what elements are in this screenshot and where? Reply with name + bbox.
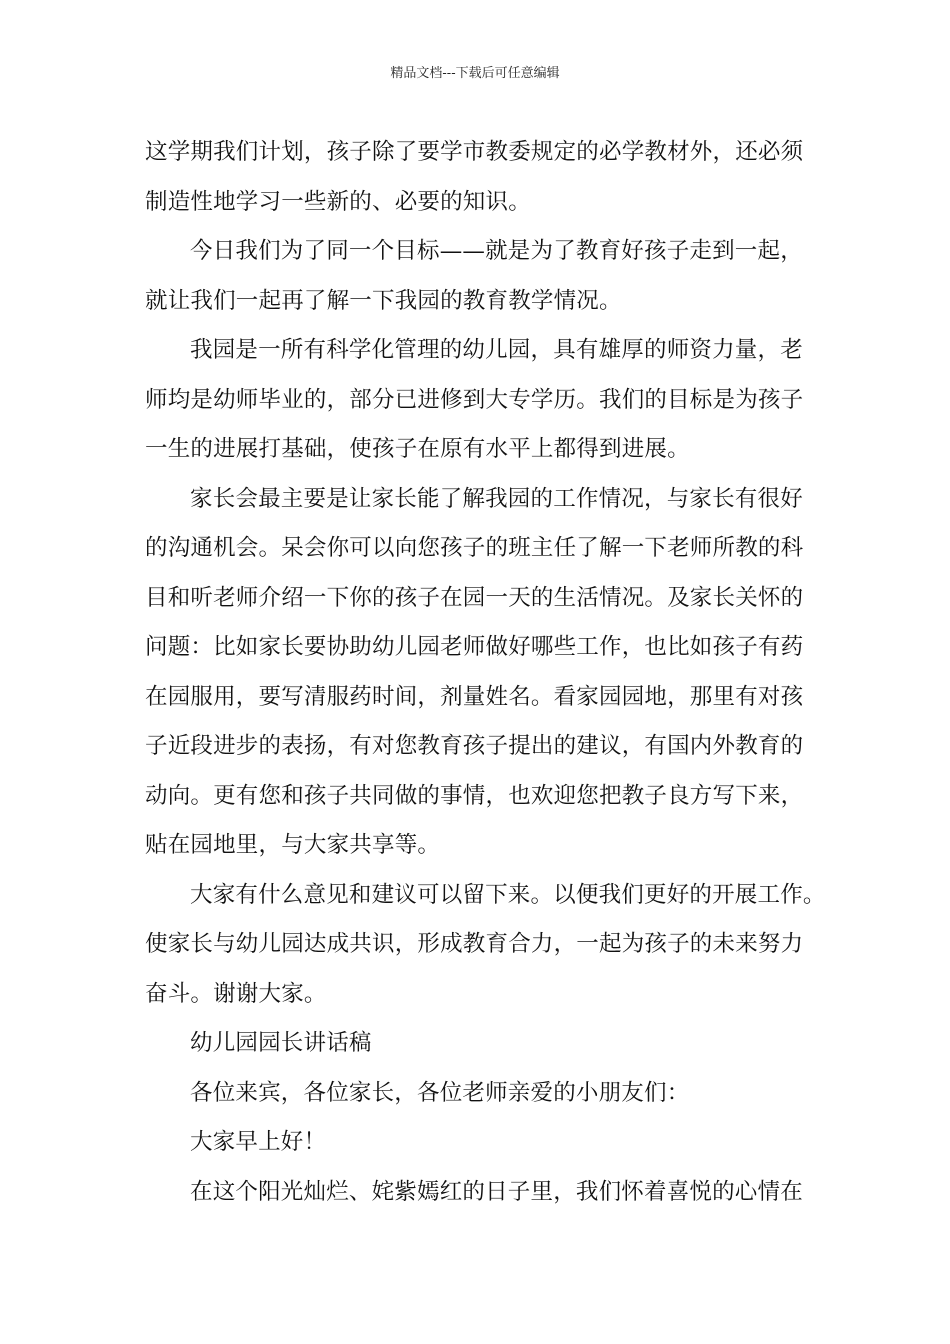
text-line: 制造性地学习一些新的、必要的知识。 bbox=[145, 188, 531, 215]
text-line: 师均是幼师毕业的，部分已进修到大专学历。我们的目标是为孩子 bbox=[145, 386, 804, 413]
text-line: 大家有什么意见和建议可以留下来。以便我们更好的开展工作。 bbox=[190, 881, 826, 908]
text-line: 贴在园地里，与大家共享等。 bbox=[145, 832, 441, 858]
page-header: 精品文档---下载后可任意编辑 bbox=[390, 66, 560, 81]
text-line: 在这个阳光灿烂、姹紫嫣红的日子里，我们怀着喜悦的心情在 bbox=[190, 1178, 803, 1205]
body-text bbox=[145, 128, 826, 1217]
text-line: 这学期我们计划，孩子除了要学市教委规定的必学教材外，还必须 bbox=[145, 139, 804, 165]
text-line: 目和听老师介绍一下你的孩子在园一天的生活情况。及家长关怀的 bbox=[145, 584, 804, 611]
text-line: 一生的进展打基础，使孩子在原有水平上都得到进展。 bbox=[145, 436, 690, 462]
text-line: 问题：比如家长要协助幼儿园老师做好哪些工作，也比如孩子有药 bbox=[145, 634, 804, 660]
text-line: 家长会最主要是让家长能了解我园的工作情况，与家长有很好 bbox=[190, 485, 803, 512]
text-line: 我园是一所有科学化管理的幼儿园，具有雄厚的师资力量，老 bbox=[190, 337, 803, 363]
text-line: 就让我们一起再了解一下我园的教育教学情况。 bbox=[145, 287, 622, 314]
text-line: 动向。更有您和孩子共同做的事情，也欢迎您把教子良方写下来， bbox=[145, 782, 804, 809]
text-line: 大家早上好！ bbox=[190, 1129, 327, 1155]
text-line: 子近段进步的表扬，有对您教育孩子提出的建议，有国内外教育的 bbox=[145, 733, 804, 759]
text-line: 使家长与幼儿园达成共识，形成教育合力，一起为孩子的未来努力 bbox=[145, 931, 804, 957]
text-line: 在园服用，要写清服药时间，剂量姓名。看家园园地，那里有对孩 bbox=[145, 683, 804, 710]
section-title: 幼儿园园长讲话稿 bbox=[190, 1030, 372, 1056]
text-line: 各位来宾，各位家长，各位老师亲爱的小朋友们： bbox=[190, 1079, 690, 1106]
text-line: 的沟通机会。呆会你可以向您孩子的班主任了解一下老师所教的科 bbox=[145, 535, 804, 561]
text-line: 今日我们为了同一个目标——就是为了教育好孩子走到一起， bbox=[190, 238, 803, 264]
text-line: 奋斗。谢谢大家。 bbox=[145, 980, 327, 1007]
